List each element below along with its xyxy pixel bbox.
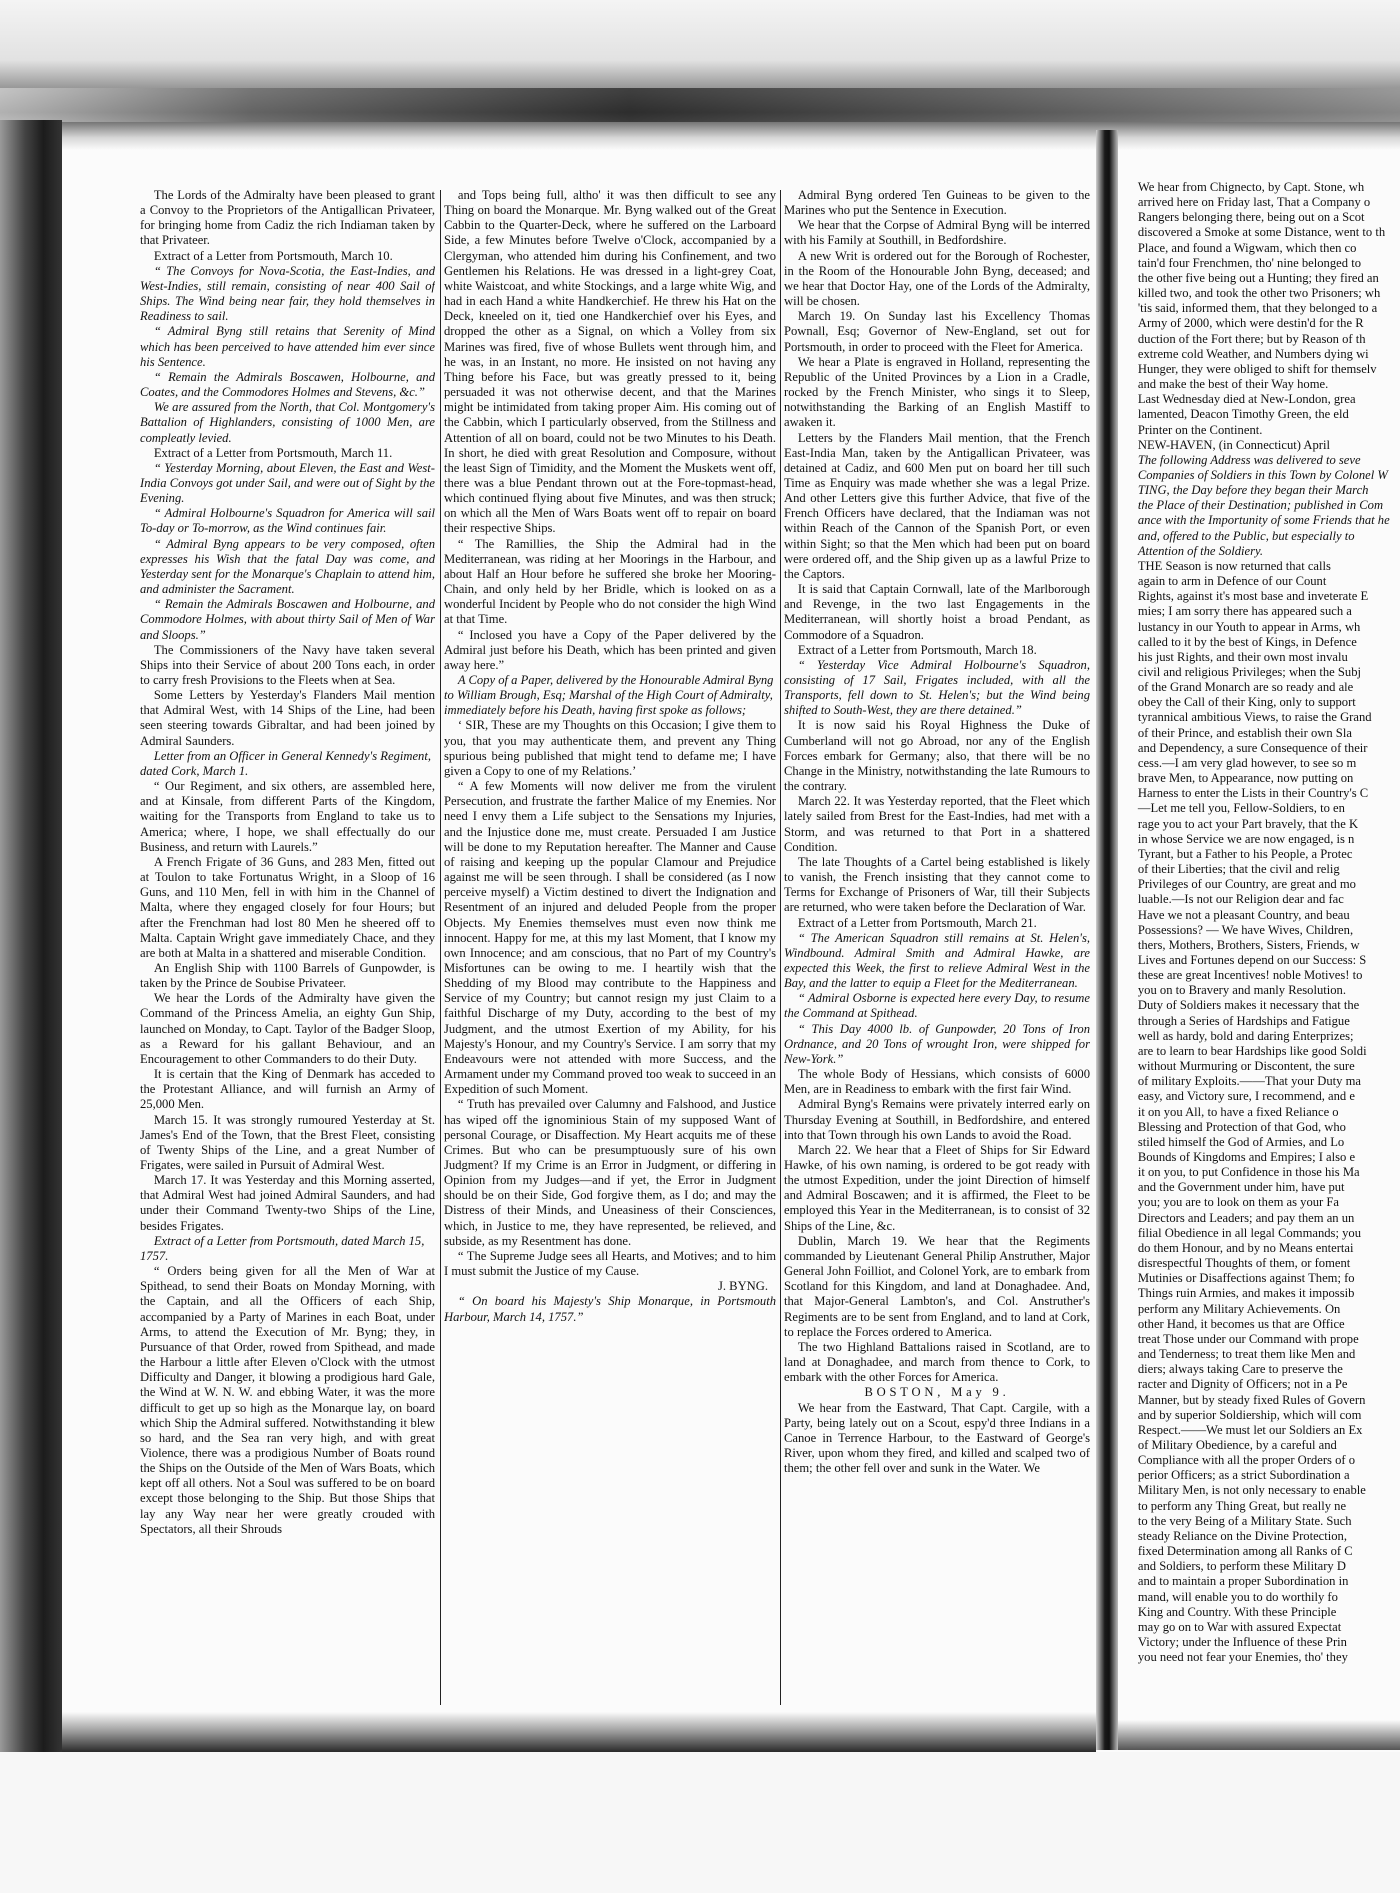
paragraph: “ The Convoys for Nova-Scotia, the East-Indies, and West-Indies, still remain, consisting of near 400 Sail of Ships. The Wind being near fair, they hold themselves in Readiness to sail. xyxy=(140,263,435,324)
paragraph: luable.—Is not our Religion dear and fac xyxy=(1137,892,1344,907)
paragraph: other Hand, it becomes us that are Office xyxy=(1137,1316,1345,1331)
paragraph: the Place of their Destination; published in Com xyxy=(1137,498,1384,513)
paragraph: THE Season is now returned that calls xyxy=(1137,558,1331,573)
paragraph: March 15. It was strongly rumoured Yesterday at St. James's End of the Town, that the Brest Fleet, consisting of Twenty Ships of the Line, and a great Number of Frigates, were sailed in Pursuit of Admiral West. xyxy=(140,1112,435,1172)
paragraph: Directors and Leaders; and pay them an un xyxy=(1137,1210,1355,1225)
paragraph: “ Truth has prevailed over Calumny and Falshood, and Justice has wiped off the ignominious Stain of my supposed Want of personal Courage, or Disaffection. My Heart acquits me of these Crimes. But who can be presumptuously sure of his own Judgment? If my Crime is an Error in Judgment, or differing in Opinion from my Judges—and if yet, the Error in Judgment should be on their Side, God forgive them, as I do; and may the Distress of their Minds, and Uneasiness of their Consciences, which, in Justice to me, they have represented, be relieved, and subside, as my Resentment has done. xyxy=(444,1097,776,1248)
paragraph: perform any Military Achievements. On xyxy=(1137,1301,1341,1316)
paragraph: Extract of a Letter from Portsmouth, March 10. xyxy=(153,248,393,263)
paragraph: in whose Service we are now engaged, is n xyxy=(1137,831,1355,846)
scan-background xyxy=(0,1752,1400,1893)
paragraph: —Let me tell you, Fellow-Soldiers, to en xyxy=(1137,801,1345,816)
paragraph: “ This Day 4000 lb. of Gunpowder, 20 Tons of Iron Ordnance, and 20 Tons of wrought Iron, were shipped for New-York.” xyxy=(784,1021,1090,1066)
paragraph: Printer on the Continent. xyxy=(1137,422,1263,437)
paragraph: thers, Mothers, Brothers, Sisters, Friends, w xyxy=(1137,937,1360,952)
paragraph: duction of the Fort there; but by Reason of th xyxy=(1137,331,1366,346)
paragraph: “ A few Moments will now deliver me from the virulent Persecution, and frustrate the farther Malice of my Enemies. Nor need I envy them a Life subject to the Sensations my Injuries, and the Injustice done me, must create. Persuaded I am Justice will be done to my Reputation hereafter. The Manner and Cause of raising and keeping up the popular Clamour and Prejudice against me will be seen through. I shall be considered (as I now perceive myself) a Victim destined to divert the Indignation and Resentment of an injured and deluded People from the proper Objects. My Enemies themselves must even now think me innocent. Happy for me, at this my last Moment, that I know my own Innocence; and am conscious, that no Part of my Country's Misfortunes can be owing to me. I heartily wish that the Shedding of my Blood may contribute to the Happiness and Service of my Country; but cannot resign my just Claim to a faithful Discharge of my Duty, according to the best of my Judgment, and the utmost Exertion of my Ability, for his Majesty's Honour, and my Country's Service. I am sorry that my Endeavours were not attended with more Success, and the Armament under my Command proved too weak to succeed in an Expedition of such Moment. xyxy=(444,779,776,1097)
paragraph: Dublin, March 19. We hear that the Regiments commanded by Lieutenant General Philip Anstruther, Major General John Foilliot, and Colonel York, are to embark from Scotland for this Kingdom, and land at Donaghadee. And, that Major-General Lambton's, and Col. Anstruther's Regiments are to be sent from England, and to land at Cork, to replace the Forces ordered to America. xyxy=(784,1233,1090,1339)
paragraph: racter and Dignity of Officers; not in a Pe xyxy=(1137,1377,1348,1392)
paragraph: Manner, but by steady fixed Rules of Govern xyxy=(1137,1392,1366,1407)
paragraph: “ The Ramillies, the Ship the Admiral had in the Mediterranean, was riding at her Moorings in the Harbour, and about Half an Hour before he suffered she broke her Mooring-Chain, and only held by her Bridle, which is looked on as a wonderful Incident by People who do not consider the high Wind at that Time. xyxy=(444,536,776,627)
paragraph: of military Exploits.——That your Duty ma xyxy=(1137,1074,1362,1089)
paragraph: of the Grand Monarch are so ready and ale xyxy=(1137,680,1354,695)
paragraph: Have we not a pleasant Country, and beau xyxy=(1137,907,1350,922)
paragraph: TING, the Day before they began their March xyxy=(1137,483,1369,498)
paragraph: through a Series of Hardships and Fatigue xyxy=(1137,1013,1350,1028)
paragraph: civil and religious Privileges; when the Subj xyxy=(1137,665,1362,679)
paragraph: and Tops being full, altho' it was then difficult to see any Thing on board the Monarque. Mr. Byng walked out of the Great Cabbin to the Quarter-Deck, where he suffered on the Larboard Side, a few Minutes before Twelve o'Clock, accompanied by a Clergyman, who attended him during his Confinement, and two Gentlemen his Relations. He was dressed in a light-grey Coat, white Waistcoat, and white Stockings, and a large white Wig, and had in each Hand a white Handkerchief. He threw his Hat on the Deck, kneeled on it, tied one Handkerchief over his Eyes, and dropped the other as a Signal, on which a Volley from six Marines was fired, five of whose Bullets went through him, and he was, in an Instant, no more. He insisted on not having any Thing before his Face, but was greatly pressed to it, being persuaded it was not otherwise decent, and that the Marines might be intimidated from taking proper Aim. His coming out of the Cabbin, which I particularly observed, from the Stillness and Attention of all on board, could not be two Minutes to his Death. In short, he died with great Resolution and Composure, without the least Sign of Timidity, and the Moment the Muskets went off, there was a blue Pendant thrown out at the Fore-topmast-head, which continued flying about five Minutes, and was then struck; on which all the Men of Wars Boats went off to repair on board their respective Ships. xyxy=(444,188,776,536)
paragraph: the other five being out a Hunting; they fired an xyxy=(1137,270,1379,285)
paragraph: may go on to War with assured Expectat xyxy=(1137,1619,1342,1634)
column-3 xyxy=(784,188,1090,1710)
paragraph: Army of 2000, which were destin'd for the R xyxy=(1137,316,1364,331)
paragraph: these are great Incentives! noble Motives! to xyxy=(1137,968,1363,983)
paragraph: It is now said his Royal Highness the Duke of Cumberland will not go Abroad, nor any of the English Forces embark for Germany; also, that there will be no Change in the Ministry, notwithstanding the late Rumours to the contrary. xyxy=(784,718,1090,794)
paragraph: filial Obedience in all legal Commands; you xyxy=(1137,1225,1361,1240)
paragraph: Companies of Soldiers in this Town by Colonel W xyxy=(1137,467,1388,482)
paragraph: “ Inclosed you have a Copy of the Paper delivered by the Admiral just before his Death, which has been printed and given away here.” xyxy=(444,627,776,672)
paragraph: mies; I am sorry there has appeared such a xyxy=(1137,604,1352,619)
paragraph: We are assured from the North, that Col. Montgomery's Battalion of Highlanders, consisting of 1000 Men, are compleatly levied. xyxy=(140,400,435,445)
paragraph: “ The Supreme Judge sees all Hearts, and Motives; and to him I must submit the Justice of my Cause. xyxy=(444,1248,776,1279)
paragraph: steady Reliance on the Divine Protection, xyxy=(1137,1528,1347,1543)
paragraph: “ Admiral Byng appears to be very composed, often expresses his Wish that the fatal Day was come, and Yesterday sent for the Monarque's Chaplain to attend him, and administer the Sacrament. xyxy=(140,536,435,597)
paragraph: Things ruin Armies, and makes it impossib xyxy=(1137,1286,1355,1301)
scan-top-streak xyxy=(0,88,1400,122)
paragraph: Victory; under the Influence of these Prin xyxy=(1137,1635,1347,1649)
paragraph: “ Orders being given for all the Men of War at Spithead, to send their Boats on Monday Morning, with the Captain, and all the Officers of each Ship, accompanied by a Party of Marines in each Boat, under Arms, to attend the Execution of Mr. Byng; they, in Pursuance of that Order, rowed from Spithead, and made the Harbour a little after Eleven o'Clock with the utmost Difficulty and Danger, it blowing a prodigious hard Gale, the Wind at W. N. W. and ebbing Water, it was the more difficult to get up so high as the Monarque lay, on board which Ship the Admiral suffered. Notwithstanding it blew so hard, and the Sea ran very high, and with great Violence, there was a prodigious Number of Boats round the Ships on the Outside of the Men of Wars Boats, which kept off all others. Not a Soul was suffered to be on board except those belonging to the Ship. But those Ships that lay any Way near her were greatly crouded with Spectators, all their Shrouds xyxy=(140,1264,435,1536)
paragraph: and Dependency, a sure Consequence of their xyxy=(1137,740,1368,755)
paragraph: Privileges of our Country, are great and mo xyxy=(1137,877,1356,892)
paragraph: ‘ SIR, These are my Thoughts on this Occasion; I give them to you, that you may authenticate them, and prevent any Thing spurious being published that might tend to defame me; I have given a Copy to one of my Relations.’ xyxy=(444,718,776,778)
paragraph: Blessing and Protection of that God, who xyxy=(1137,1119,1346,1134)
paragraph: fixed Determination among all Ranks of C xyxy=(1137,1544,1353,1559)
paragraph: and Soldiers, to perform these Military D xyxy=(1137,1559,1346,1574)
paragraph: It is said that Captain Cornwall, late of the Marlborough and Revenge, in the two last Engagements in the Mediterranean, will shortly hoist a broad Pendant, as Commodore of a Squadron. xyxy=(784,582,1090,642)
paragraph: A new Writ is ordered out for the Borough of Rochester, in the Room of the Honourable John Byng, deceased; and we hear that Doctor Hay, one of the Lords of the Admiralty, will be chosen. xyxy=(784,248,1090,309)
paragraph: and by superior Soldiership, which will com xyxy=(1137,1407,1362,1422)
paragraph: J. BYNG. xyxy=(717,1279,768,1294)
paragraph: BOSTON, May 9. xyxy=(864,1385,1010,1400)
column-4-right-page xyxy=(1124,180,1400,1702)
paragraph: easy, and Victory sure, I recommend, and e xyxy=(1137,1089,1355,1104)
paragraph: well as hardy, bold and daring Enterprizes; xyxy=(1137,1028,1354,1043)
paragraph: “ On board his Majesty's Ship Monarque, in Portsmouth Harbour, March 14, 1757.” xyxy=(444,1294,776,1324)
paragraph: “ Yesterday Morning, about Eleven, the East and West-India Convoys got under Sail, and were out of Sight by the Evening. xyxy=(140,460,435,506)
paragraph: March 22. We hear that a Fleet of Ships for Sir Edward Hawke, of his own naming, is ordered to be got ready with the utmost Expedition, under the joint Direction of himself and Admiral Boscawen; and it is affirmed, the Fleet to be employed this Year in the Mediterranean, is to consist of 32 Ships of the Line, &c. xyxy=(784,1142,1090,1233)
paragraph: obey the Call of their King, only to support xyxy=(1137,695,1356,710)
paragraph: “ Admiral Osborne is expected here every Day, to resume the Command at Spithead. xyxy=(784,991,1090,1021)
paragraph: Admiral Byng ordered Ten Guineas to be given to the Marines who put the Sentence in Execution. xyxy=(784,188,1090,218)
paragraph: Some Letters by Yesterday's Flanders Mail mention that Admiral West, with 14 Ships of the Line, had been seen steering towards Gibraltar, and had been joined by Admiral Saunders. xyxy=(140,688,435,748)
paragraph: We hear that the Corpse of Admiral Byng will be interred with his Family at Southill, in Bedfordshire. xyxy=(784,218,1090,248)
paragraph: tyrannical ambitious Views, to raise the Grand xyxy=(1137,710,1372,725)
paragraph: Extract of a Letter from Portsmouth, dated March 15, 1757. xyxy=(140,1233,425,1263)
paragraph: you need not fear your Enemies, tho' they xyxy=(1137,1650,1348,1665)
paragraph: and to maintain a proper Subordination in xyxy=(1137,1574,1349,1589)
paragraph: We hear from Chignecto, by Capt. Stone, wh xyxy=(1137,180,1365,194)
paragraph: We hear the Lords of the Admiralty have given the Command of the Princess Amelia, an eighty Gun Ship, launched on Monday, to Capt. Taylor of the Badger Sloop, as a Reward for his gallant Behaviour, and an Encouragement to other Commanders to do their Duty. xyxy=(140,991,435,1066)
paragraph: Rights, against it's most base and inveterate E xyxy=(1137,589,1369,604)
page-bottom-shadow xyxy=(62,1712,1096,1752)
paragraph: An English Ship with 1100 Barrels of Gunpowder, is taken by the Prince de Soubise Privateer. xyxy=(140,960,435,991)
paragraph: his just Rights, and their own most invalu xyxy=(1137,649,1348,664)
paragraph: “ Yesterday Vice Admiral Holbourne's Squadron, consisting of 17 Sail, Frigates included, with all the Transports, fell down to St. Helen's; but the Wind being shifted to South-West, they are there detained.” xyxy=(784,657,1090,718)
paragraph: “ The American Squadron still remains at St. Helen's, Windbound. Admiral Smith and Admiral Hawke, are expected this Week, the first to relieve Admiral West in the Bay, and the latter to equip a Fleet for the Mediterranean. xyxy=(784,930,1090,991)
paragraph: We hear a Plate is engraved in Holland, representing the Republic of the United Provinces by a Lion in a Cradle, rocked by the French Minister, who sings it to Sleep, notwithstanding the Barking of an English Mastiff to awaken it. xyxy=(784,354,1090,430)
paragraph: Last Wednesday died at New-London, grea xyxy=(1137,392,1356,407)
paragraph: Respect.——We must let our Soldiers an Ex xyxy=(1137,1422,1363,1437)
paragraph: perior Officers; as a strict Subordination a xyxy=(1137,1468,1350,1483)
paragraph: to the very Being of a Military State. Such xyxy=(1137,1513,1352,1528)
paragraph: The Lords of the Admiralty have been pleased to grant a Convoy to the Proprietors of the Antigallican Privateer, for bringing home from Cadiz the rich Indiaman taken by that Privateer. xyxy=(140,188,435,248)
paragraph: of their Liberties; that the civil and relig xyxy=(1137,862,1340,877)
paragraph: Letter from an Officer in General Kennedy's Regiment, dated Cork, March 1. xyxy=(140,748,431,778)
right-page-bottom-shadow xyxy=(1118,1720,1400,1750)
paragraph: “ Our Regiment, and six others, are assembled here, and at Kinsale, from different Parts of the Kingdom, waiting for the Transports from England to take us to America; where, I hope, we shall effectually do our Business, and return with Laurels.” xyxy=(140,779,435,854)
paragraph: A Copy of a Paper, delivered by the Honourable Admiral Byng to William Brough, Esq; Marshal of the High Court of Admiralty, immediately before his Death, having first spoke as follows; xyxy=(444,673,774,718)
paragraph: The whole Body of Hessians, which consists of 6000 Men, are in Readiness to embark with the first fair Wind. xyxy=(784,1067,1090,1097)
paragraph: you on to Bravery and manly Resolution. xyxy=(1137,983,1346,998)
paragraph: King and Country. With these Principle xyxy=(1137,1604,1337,1619)
paragraph: The late Thoughts of a Cartel being established is likely to vanish, the French insisting that they cannot come to Terms for Exchange of Prisoners of War, till their Subjects are returned, who were taken before the Declaration of War. xyxy=(784,854,1090,915)
paragraph: it on you All, to have a fixed Reliance o xyxy=(1137,1104,1339,1119)
paragraph: “ Admiral Byng still retains that Serenity of Mind which has been perceived to have attended him ever since his Sentence. xyxy=(140,324,435,369)
paragraph: mand, will enable you to do worthily fo xyxy=(1137,1589,1338,1604)
paragraph: ance with the Importunity of some Friends that he xyxy=(1137,513,1390,528)
paragraph: “ Remain the Admirals Boscawen, Holbourne, and Coates, and the Commodores Holmes and Stevens, &c.” xyxy=(140,369,435,400)
paragraph: Mutinies or Disaffections against Them; fo xyxy=(1137,1271,1355,1286)
page-gutter xyxy=(1096,130,1118,1750)
paragraph: Extract of a Letter from Portsmouth, March 18. xyxy=(797,642,1037,657)
paragraph: Attention of the Soldiery. xyxy=(1137,543,1264,558)
paragraph: and the Government under him, have put xyxy=(1137,1180,1345,1195)
paragraph: are to learn to bear Hardships like good Soldi xyxy=(1137,1043,1367,1058)
paragraph: disrespectful Thoughts of them, or foment xyxy=(1137,1256,1351,1271)
paragraph: 'tis said, informed them, that they belonged to a xyxy=(1137,301,1378,316)
paragraph: without Murmuring or Discontent, the sure xyxy=(1137,1059,1355,1074)
paragraph: and make the best of their Way home. xyxy=(1137,377,1329,392)
paragraph: Admiral Byng's Remains were privately interred early on Thursday Evening at Southill, in Bedfordshire, and entered into that Town through his own Lands to avoid the Road. xyxy=(784,1097,1090,1142)
paragraph: Harness to enter the Lists in their Country's C xyxy=(1137,786,1369,801)
paragraph: Rangers belonging there, being out on a Scot xyxy=(1137,210,1365,225)
paragraph: NEW-HAVEN, (in Connecticut) April xyxy=(1137,437,1330,452)
paragraph: stiled himself the God of Armies, and Lo xyxy=(1137,1134,1345,1149)
paragraph: do them Honour, and by no Means entertai xyxy=(1137,1240,1354,1255)
paragraph: The two Highland Battalions raised in Scotland, are to land at Donaghadee, and march from thence to Cork, to embark with the other Forces for America. xyxy=(784,1339,1090,1385)
paragraph: brave Men, to Appearance, now putting on xyxy=(1137,771,1354,786)
column-1 xyxy=(140,188,435,1710)
paragraph: killed two, and took the other two Prisoners; wh xyxy=(1137,286,1381,301)
paragraph: A French Frigate of 36 Guns, and 283 Men, fitted out at Toulon to take Fortunatus Wright, in a Sloop of 16 Guns, and 110 Men, fell in with him in the Channel of Malta, where they engaged closely for four Hours; but after the Frenchman had lost 80 Men he sheered off to Malta. Captain Wright gave immediately Chace, and they are both at Malta in a shattered and miserable Condition. xyxy=(140,854,435,960)
paragraph: lamented, Deacon Timothy Green, the eld xyxy=(1137,407,1349,422)
paragraph: and Tenderness; to treat them like Men and xyxy=(1137,1347,1356,1362)
paragraph: Possessions? — We have Wives, Children, xyxy=(1137,922,1354,937)
column-rule xyxy=(780,190,781,1705)
paragraph: Extract of a Letter from Portsmouth, March 11. xyxy=(153,445,393,460)
paragraph: March 22. It was Yesterday reported, that the Fleet which lately sailed from Brest for the East-Indies, had met with a Storm, and was returned to that Port in a shattered Condition. xyxy=(784,794,1090,854)
paragraph: Tyrant, but a Father to his People, a Protec xyxy=(1137,846,1353,861)
paragraph: March 17. It was Yesterday and this Morning asserted, that Admiral West had joined Admiral Saunders, and had under their Command Twenty-two Ships of the Line, besides Frigates. xyxy=(140,1173,435,1233)
paragraph: again to arm in Defence of our Count xyxy=(1137,574,1327,589)
paragraph: lustancy in our Youth to appear in Arms, wh xyxy=(1137,619,1361,634)
paragraph: it on you, to put Confidence in those his Ma xyxy=(1137,1165,1360,1180)
paragraph: you; you are to look on them as your Fa xyxy=(1137,1195,1339,1210)
column-rule xyxy=(440,190,441,1705)
paragraph: It is certain that the King of Denmark has acceded to the Protestant Alliance, and will furnish an Army of 25,000 Men. xyxy=(140,1067,435,1112)
paragraph: cess.—I am very glad however, to see so m xyxy=(1137,755,1357,770)
paragraph: and, offered to the Public, but especially to xyxy=(1137,528,1355,543)
paragraph: Bounds of Kingdoms and Empires; I also e xyxy=(1137,1150,1356,1164)
paragraph: “ Admiral Holbourne's Squadron for America will sail To-day or To-morrow, as the Wind continues fair. xyxy=(140,506,435,536)
paragraph: called to it by the best of Kings, in Defence xyxy=(1137,634,1357,649)
paragraph: of their Prince, and establish their own Sla xyxy=(1137,725,1352,740)
column-2 xyxy=(444,188,776,1710)
paragraph: Place, and found a Wigwam, which then co xyxy=(1137,240,1357,255)
paragraph: Military Men, is not only necessary to enable xyxy=(1137,1483,1366,1498)
paragraph: treat Those under our Command with prope xyxy=(1137,1331,1359,1346)
paragraph: diers; always taking Care to preserve the xyxy=(1137,1362,1343,1377)
paragraph: Hunger, they were obliged to shift for themselv xyxy=(1137,361,1377,376)
paragraph: We hear from the Eastward, That Capt. Cargile, with a Party, being lately out on a Scout, espy'd three Indians in a Canoe in Terrence Harbour, to the Eastward of George's River, upon whom they fired, and killed and scalped two of them; the other fell over and sunk in the Water. We xyxy=(784,1400,1090,1476)
paragraph: tain'd four Frenchmen, tho' nine belonged to xyxy=(1137,255,1361,270)
paragraph: Extract of a Letter from Portsmouth, March 21. xyxy=(797,915,1037,930)
scan-left-edge xyxy=(0,120,62,1760)
paragraph: discovered a Smoke at some Distance, went to th xyxy=(1137,225,1386,240)
paragraph: The following Address was delivered to seve xyxy=(1137,452,1361,467)
paragraph: Compliance with all the proper Orders of o xyxy=(1137,1453,1356,1468)
paragraph: extreme cold Weather, and Numbers dying wi xyxy=(1137,346,1369,361)
paragraph: “ Remain the Admirals Boscawen and Holbourne, and Commodore Holmes, with about thirty Sail of Men of War and Sloops.” xyxy=(140,597,435,642)
scan-top-shadow xyxy=(0,0,1400,150)
paragraph: rage you to act your Part bravely, that the K xyxy=(1137,816,1359,831)
paragraph: Duty of Soldiers makes it necessary that the xyxy=(1137,998,1360,1013)
paragraph: to perform any Thing Great, but really ne xyxy=(1137,1498,1347,1513)
paragraph: Letters by the Flanders Mail mention, that the French East-India Man, taken by the Antigallican Privateer, was detained at Cadiz, and 600 Men put on board her till such Time as Enquiry was made whether she was a legal Prize. And other Letters give this further Advice, that five of the French Officers have declared, that the Indiaman was not within Reach of the Cannon of the Spanish Port, or even within Sight; so that the Men which had been put on board were ordered off, and the Ship given up as a lawful Prize to the Captors. xyxy=(784,430,1090,581)
paragraph: of Military Obedience, by a careful and xyxy=(1137,1437,1337,1452)
paragraph: arrived here on Friday last, That a Company o xyxy=(1137,195,1371,210)
paragraph: The Commissioners of the Navy have taken several Ships into their Service of about 200 Tons each, in order to carry fresh Provisions to the Fleets when at Sea. xyxy=(140,642,435,687)
paragraph: Lives and Fortunes depend on our Success: S xyxy=(1137,952,1367,967)
paragraph: March 19. On Sunday last his Excellency Thomas Pownall, Esq; Governor of New-England, set out for Portsmouth, in order to proceed with the Fleet for America. xyxy=(784,309,1090,354)
